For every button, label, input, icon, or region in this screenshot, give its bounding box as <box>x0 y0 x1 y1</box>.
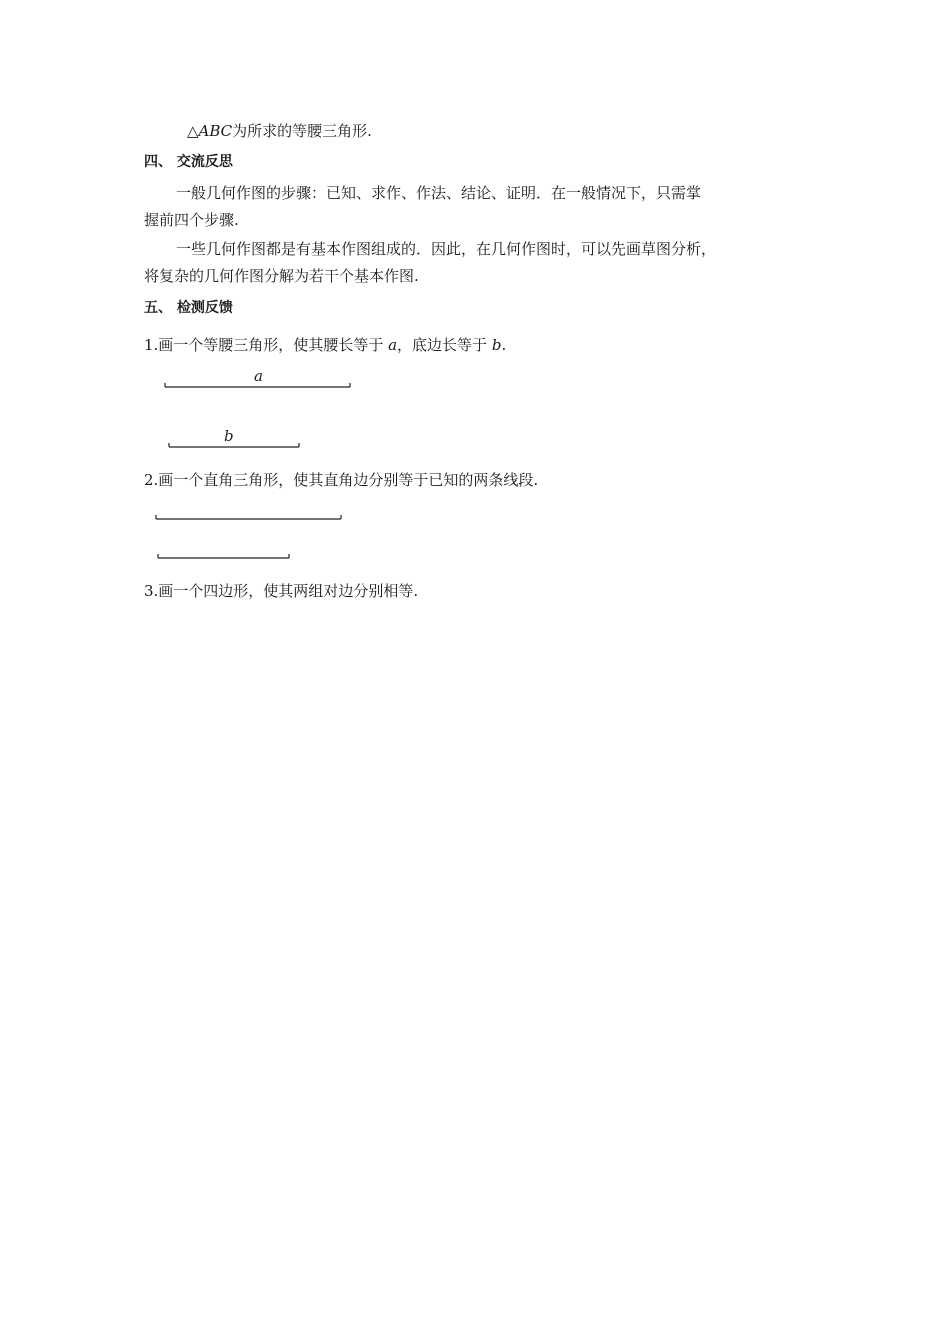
question-1-middle: ，底边长等于 <box>397 336 492 354</box>
segment-a <box>164 366 354 392</box>
segment-b-label: b <box>224 427 234 445</box>
triangle-symbol: △ <box>187 122 199 140</box>
segment-a-label: a <box>254 367 263 385</box>
section5-heading: 五、 检测反馈 <box>144 300 233 316</box>
section4-p2-line2: 将复杂的几何作图分解为若干个基本作图. <box>144 267 419 285</box>
question-2: 2.画一个直角三角形，使其直角边分别等于已知的两条线段. <box>144 471 539 489</box>
segment-b <box>168 426 304 452</box>
segment-leg-2 <box>157 549 293 563</box>
section4-p1-line2: 握前四个步骤. <box>144 211 239 229</box>
question-1-prefix: 1.画一个等腰三角形，使其腰长等于 <box>144 336 389 354</box>
conclusion-text: 为所求的等腰三角形. <box>232 122 372 140</box>
segment-leg-1 <box>155 510 345 524</box>
question-1-var-a: a <box>388 336 398 354</box>
section4-p1-line1: 一般几何作图的步骤：已知、求作、作法、结论、证明．在一般情况下，只需掌 <box>176 184 702 202</box>
question-1-var-b: b <box>491 336 502 354</box>
question-3: 3.画一个四边形，使其两组对边分别相等. <box>144 582 419 600</box>
section4-p2-line1: 一些几何作图都是有基本作图组成的．因此，在几何作图时，可以先画草图分析， <box>176 240 717 258</box>
conclusion-line <box>187 120 372 142</box>
section4-heading: 四、 交流反思 <box>144 154 233 170</box>
question-1-suffix: . <box>501 336 507 354</box>
triangle-name: ABC <box>198 122 233 140</box>
question-1 <box>144 334 506 356</box>
